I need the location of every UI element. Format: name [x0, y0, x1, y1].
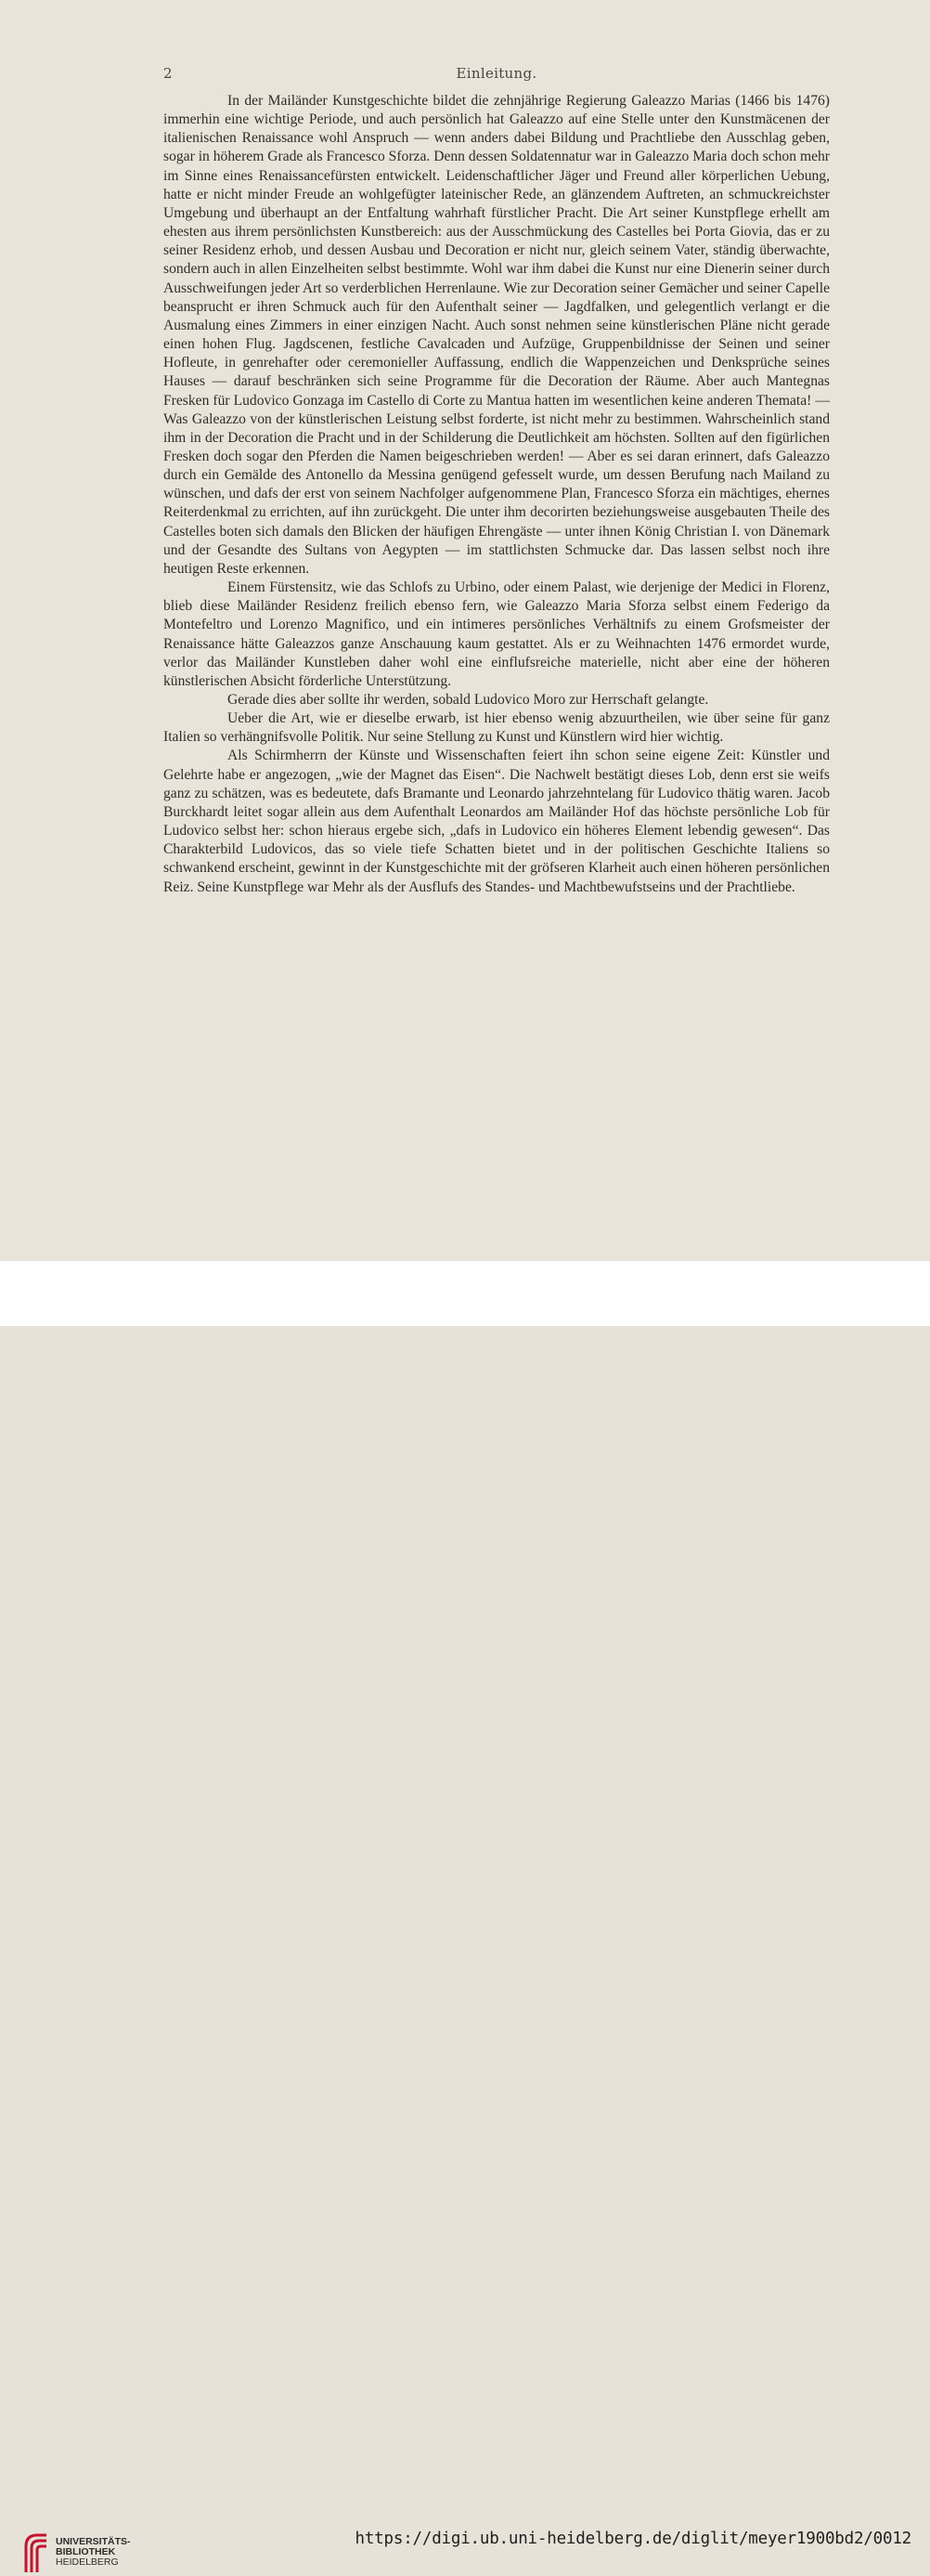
library-name-line1: UNIVERSITÄTS- [56, 2536, 131, 2547]
paragraph-1: In der Mailänder Kunstgeschichte bildet die zehnjährige Regierung Galeazzo Marias (1466 bis 1476) immerhin eine wichtige Periode, und auch persönlich hat Galeazzo auf eine Stelle unter den Kunstmäcenen der italienischen Renaissance wohl Anspruch — wenn anders dabei Bildung und Prachtliebe den Ausschlag geben, sogar in höherem Grade als Francesco Sforza. Denn dessen Soldatennatur war in Galeazzo Maria doch schon mehr im Sinne eines Renaissancefürsten entwickelt. Leidenschaftlicher Jäger und Freund aller körperlichen Uebung, hatte er nicht minder Freude an wohlgefügter lateinischer Rede, an glänzendem Auftreten, an schmuckreichster Umgebung und überhaupt an der Entfaltung wahrhaft fürstlicher Pracht. Die Art seiner Kunstpflege erhellt am ehesten aus ihrem persönlichsten Kunstbereich: aus der Ausschmückung des Castelles bei Porta Giovia, das er zu seiner Residenz erhob, und dessen Ausbau und Decoration er nicht nur, gleich seinem Vater, ständig überwachte, sondern auch in allen Einzelheiten selbst bestimmte. Wohl war ihm dabei die Kunst nur eine Dienerin seiner durch Ausschweifungen jeder Art so verderblichen Herrenlaune. Wie zur Decoration seiner Gemächer und seiner Capelle beansprucht er ihren Schmuck auch für den Aufenthalt seiner — Jagdfalken, und gelegentlich verlangt er die Ausmalung eines Zimmers in einer einzigen Nacht. Auch sonst nehmen seine künstlerischen Pläne nicht gerade einen hohen Flug. Jagdscenen, festliche Cavalcaden und Aufzüge, Gruppenbildnisse der Seinen und seiner Hofleute, in genrehafter oder ceremonieller Auffassung, endlich die Wappenzeichen und Denksprüche seines Hauses — darauf beschränken sich seine Programme für die Decoration der Räume. Aber auch Mantegnas Fresken für Ludovico Gonzaga im Castello di Corte zu Mantua hatten im wesentlichen keine anderen Themata! — Was Galeazzo von der künstlerischen Leistung selbst forderte, ist nicht mehr zu bestimmen. Wahrscheinlich stand ihm in der Decoration die Pracht und in der Schilderung die Deutlichkeit am höchsten. Sollten auf den figürlichen Fresken doch sogar den Pferden die Namen beigeschrieben werden! — Aber es sei daran erinnert, dafs Galeazzo durch ein Gemälde des Antonello da Messina genügend gefesselt wurde, um dessen Berufung nach Mailand zu wünschen, und dafs der erst von seinem Nachfolger aufgenommene Plan, Francesco Sforza ein mächtiges, ehernes Reiterdenkmal zu errichten, auf ihn zurückgeht. Die unter ihm decorirten beziehungsweise ausgebauten Theile des Castelles boten sich damals den Blicken der häufigen Ehrengäste — unter ihnen König Christian I. von Dänemark und der Gesandte des Sultans von Aegypten — im stattlichsten Schmucke dar. Das lassen selbst noch ihre heutigen Reste erkennen. [163, 93, 830, 577]
paragraph-4: Ueber die Art, wie er dieselbe erwarb, ist hier ebenso wenig abzuurtheilen, wie über seine für ganz Italien so verhängnifsvolle Politik. Nur seine Stellung zu Kunst und Künstlern wird hier wichtig. [163, 710, 830, 746]
library-logo-icon [22, 2530, 50, 2576]
body-text [163, 92, 830, 897]
library-name [56, 2537, 131, 2568]
library-name-line3: HEIDELBERG [56, 2556, 119, 2568]
paragraph-2: Einem Fürstensitz, wie das Schlofs zu Urbino, oder einem Palast, wie derjenige der Medici in Florenz, blieb diese Mailänder Residenz freilich ebenso fern, wie Galeazzo Maria Sforza selbst einem Federigo da Montefeltro und Lorenzo Magnifico, und ein intimeres persönliches Verhältnifs zu einem Grofsmeister der Renaissance hätte Galeazzos ganze Anschauung kaum gestattet. Als er zu Weihnachten 1476 ermordet wurde, verlor das Mailänder Kunstleben daher wohl eine einflufsreiche materielle, nicht aber eine der höheren künstlerischen Absicht förderliche Unterstützung. [163, 579, 830, 689]
page-number: 2 [163, 65, 173, 82]
paragraph-5: Als Schirmherrn der Künste und Wissenschaften feiert ihn schon seine eigene Zeit: Künstler und Gelehrte habe er angezogen, „wie der Magnet das Eisen“. Die Nachwelt bestätigt dieses Lob, denn erst sie weifs ganz zu schätzen, was es bedeutete, dafs Bramante und Leonardo jahrzehntelang für Ludovico thätig waren. Jacob Burckhardt leitet sogar allein aus dem Aufenthalt Leonardos am Mailänder Hof das höchste persönliche Lob für Ludovico selbst her: schon hieraus ergebe sich, „dafs in Ludovico ein höheres Element lebendig gewesen“. Das Charakterbild Ludovicos, das so viele tiefe Schatten bietet und in der politischen Geschichte Italiens so schwankend erscheint, gewinnt in der Kunstgeschichte mit der gröfseren Klarheit auch einen höheren persönlichen Reiz. Seine Kunstpflege war Mehr als der Ausflufs des Standes- und Machtbewufstseins und der Prachtliebe. [163, 748, 830, 895]
scanned-page [0, 0, 930, 1261]
chapter-title: Einleitung. [456, 65, 537, 82]
digitization-footer [0, 1261, 930, 2568]
running-head [163, 65, 830, 87]
library-name-line2: BIBLIOTHEK [56, 2546, 116, 2557]
paragraph-3: Gerade dies aber sollte ihr werden, sobald Ludovico Moro zur Herrschaft gelangte. [227, 692, 709, 708]
permalink-url[interactable]: https://digi.ub.uni-heidelberg.de/diglit/meyer1900bd2/0012 [355, 2530, 911, 2548]
